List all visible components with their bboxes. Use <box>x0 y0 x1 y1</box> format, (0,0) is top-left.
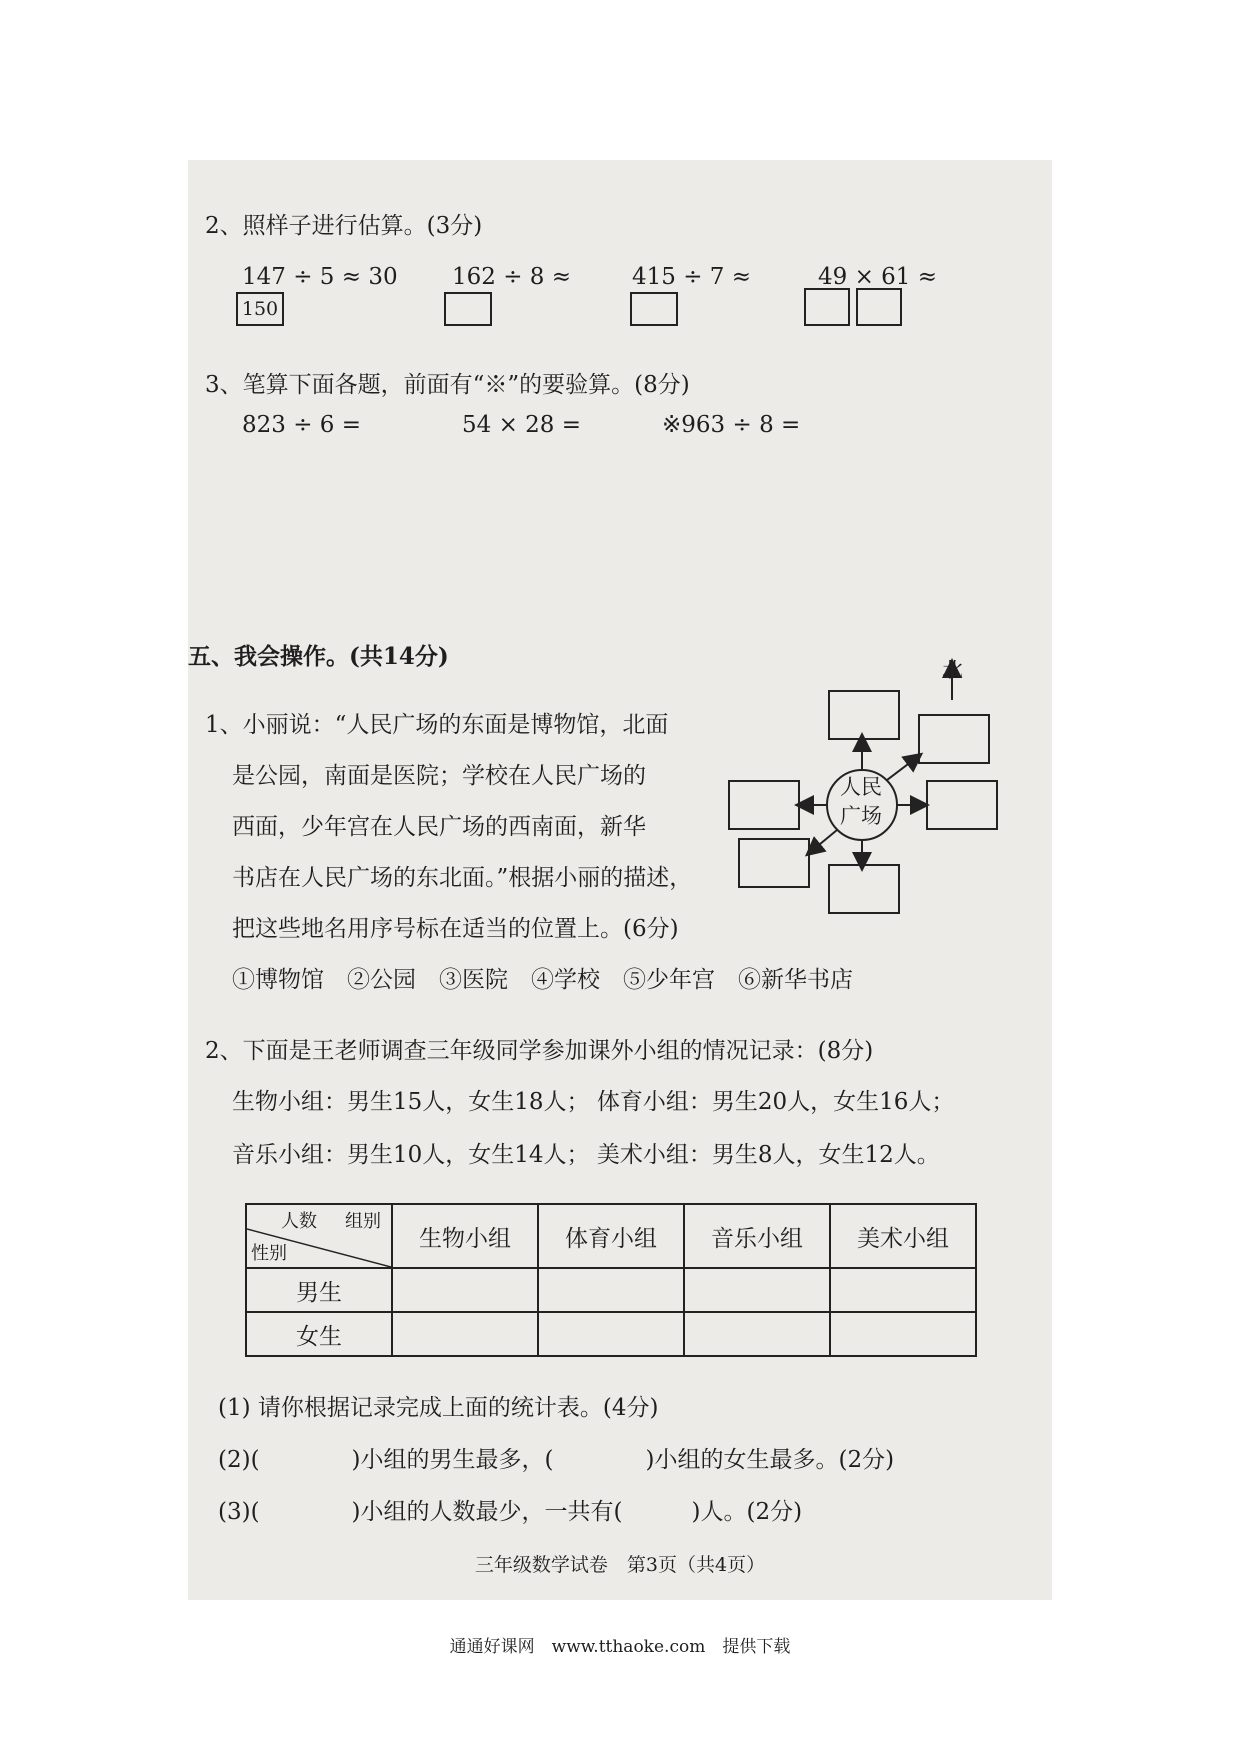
q2-example: 147 ÷ 5 ≈ 30 <box>242 264 398 290</box>
table-cell[interactable] <box>684 1312 830 1356</box>
s5-q2-record-1: 生物小组：男生15人，女生18人； 体育小组：男生20人，女生16人； <box>232 1089 955 1115</box>
arrow-northeast <box>887 755 920 780</box>
q3-problem-2: 54 × 28 = <box>462 412 582 438</box>
table-cell[interactable] <box>830 1312 976 1356</box>
s5-q2-sub-1: (1) 请你根据记录完成上面的统计表。(4分) <box>218 1395 659 1421</box>
corner-top-label-1: 人数 <box>281 1211 317 1232</box>
arrow-southwest <box>808 830 837 854</box>
corner-bottom-label: 性别 <box>251 1243 287 1264</box>
q2-problem-2: 415 ÷ 7 ≈ <box>632 264 752 290</box>
table-cell[interactable] <box>830 1268 976 1312</box>
q2-answer-box-2[interactable] <box>630 292 678 326</box>
s5-q1-line-5: 把这些地名用序号标在适当的位置上。(6分) <box>232 916 679 942</box>
column-header: 生物小组 <box>392 1204 538 1268</box>
map-box-west[interactable] <box>728 780 800 830</box>
s5-q1-line-4: 书店在人民广场的东北面。”根据小丽的描述， <box>232 865 693 891</box>
row-header: 男生 <box>246 1268 392 1312</box>
page-footer: 三年级数学试卷 第3页（共4页） <box>474 1554 766 1576</box>
map-box-southwest[interactable] <box>738 838 810 888</box>
row-header: 女生 <box>246 1312 392 1356</box>
q2-answer-box-1[interactable] <box>444 292 492 326</box>
table-cell[interactable] <box>684 1268 830 1312</box>
table-cell[interactable] <box>538 1312 684 1356</box>
s5-q2-title: 2、下面是王老师调查三年级同学参加课外小组的情况记录：(8分) <box>205 1038 874 1064</box>
s5-q2-sub-2: (2)( )小组的男生最多，( )小组的女生最多。(2分) <box>218 1447 895 1473</box>
table-cell[interactable] <box>392 1268 538 1312</box>
q2-problem-1: 162 ÷ 8 ≈ <box>452 264 572 290</box>
column-header: 美术小组 <box>830 1204 976 1268</box>
q3-title: 3、笔算下面各题，前面有“※”的要验算。(8分) <box>205 372 690 398</box>
s5-q2-record-2: 音乐小组：男生10人，女生14人； 美术小组：男生8人，女生12人。 <box>232 1142 940 1168</box>
table-corner-cell <box>246 1204 392 1268</box>
q2-answer-box-3a[interactable] <box>804 288 850 326</box>
section5-title: 五、我会操作。(共14分) <box>188 643 449 670</box>
table-cell[interactable] <box>538 1268 684 1312</box>
map-box-south[interactable] <box>828 864 900 914</box>
q3-problem-1: 823 ÷ 6 = <box>242 412 362 438</box>
site-footer: 通通好课网 www.tthaoke.com 提供下载 <box>449 1637 791 1657</box>
q2-answer-box-3b[interactable] <box>856 288 902 326</box>
s5-q2-sub-3: (3)( )小组的人数最少，一共有( )人。(2分) <box>218 1499 803 1525</box>
map-box-north[interactable] <box>828 690 900 740</box>
q3-problem-3: ※963 ÷ 8 = <box>662 412 801 438</box>
q2-title: 2、照样子进行估算。(3分) <box>205 213 483 239</box>
s5-q1-line-2: 是公园，南面是医院；学校在人民广场的 <box>232 763 646 789</box>
s5-q1-line-1: 1、小丽说：“人民广场的东面是博物馆，北面 <box>205 712 669 738</box>
s5-places-list: ①博物馆 ②公园 ③医院 ④学校 ⑤少年宫 ⑥新华书店 <box>232 967 853 993</box>
table-cell[interactable] <box>392 1312 538 1356</box>
s5-q1-line-3: 西面，少年宫在人民广场的西南面，新华 <box>232 814 646 840</box>
map-box-northeast[interactable] <box>918 714 990 764</box>
map-box-east[interactable] <box>926 780 998 830</box>
stat-table <box>245 1203 977 1357</box>
q2-example-answer: 150 <box>236 292 284 326</box>
north-label: 北 <box>942 658 963 682</box>
center-label-bottom: 广场 <box>840 804 882 828</box>
q2-problem-3: 49 × 61 ≈ <box>818 264 938 290</box>
table-row <box>246 1268 976 1312</box>
column-header: 音乐小组 <box>684 1204 830 1268</box>
center-label-top: 人民 <box>840 775 882 799</box>
table-row <box>246 1312 976 1356</box>
corner-top-label-2: 组别 <box>345 1211 381 1232</box>
column-header: 体育小组 <box>538 1204 684 1268</box>
